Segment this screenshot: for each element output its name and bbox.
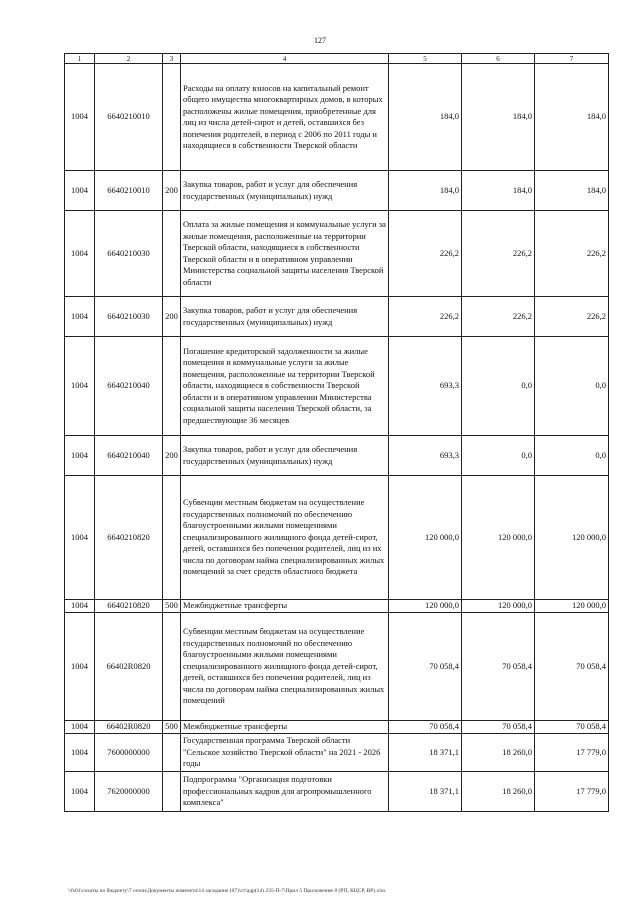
amount-col6-cell: 120 000,0	[462, 600, 535, 613]
column-number-header: 3	[163, 54, 181, 64]
column-number-header: 2	[95, 54, 163, 64]
table-row	[65, 772, 609, 812]
amount-col7-cell: 70 058,4	[535, 721, 609, 734]
amount-col6-cell: 120 000,0	[462, 476, 535, 600]
amount-col6-cell: 184,0	[462, 64, 535, 171]
amount-col5-cell: 693,3	[389, 436, 462, 476]
amount-col5-cell: 184,0	[389, 171, 462, 211]
amount-col6-cell: 226,2	[462, 211, 535, 297]
item-name-cell: Государственная программа Тверской области "Сельское хозяйство Тверской области" на 2021 - 2026 годы	[181, 734, 389, 772]
expense-type-cell	[163, 476, 181, 600]
amount-col6-cell: 18 260,0	[462, 734, 535, 772]
amount-col5-cell: 18 371,1	[389, 734, 462, 772]
table-row	[65, 476, 609, 600]
amount-col6-cell: 18 260,0	[462, 772, 535, 812]
column-number-header: 6	[462, 54, 535, 64]
column-number-header: 7	[535, 54, 609, 64]
item-name-cell: Подпрограмма "Организация подготовки профессиональных кадров для агропромышленного комплекса"	[181, 772, 389, 812]
item-name-cell: Межбюджетные трансферты	[181, 721, 389, 734]
item-name-cell: Закупка товаров, работ и услуг для обеспечения государственных (муниципальных) нужд	[181, 436, 389, 476]
table-row	[65, 600, 609, 613]
section-code-cell: 1004	[65, 613, 95, 721]
target-article-cell: 6640210040	[95, 337, 163, 436]
amount-col5-cell: 70 058,4	[389, 721, 462, 734]
table-row	[65, 64, 609, 171]
amount-col6-cell: 0,0	[462, 337, 535, 436]
section-code-cell: 1004	[65, 337, 95, 436]
amount-col6-cell: 0,0	[462, 436, 535, 476]
amount-col7-cell: 70 058,4	[535, 613, 609, 721]
expense-type-cell	[163, 337, 181, 436]
expense-type-cell: 200	[163, 171, 181, 211]
expense-type-cell: 200	[163, 297, 181, 337]
section-code-cell: 1004	[65, 436, 95, 476]
table-row	[65, 211, 609, 297]
target-article-cell: 6640210030	[95, 211, 163, 297]
amount-col6-cell: 184,0	[462, 171, 535, 211]
expense-type-cell: 200	[163, 436, 181, 476]
table-row	[65, 297, 609, 337]
item-name-cell: Субвенции местным бюджетам на осуществление государственных полномочий по обеспечению благоустроенными жилыми помещениями специализированного жилищного фонда детей-сирот, детей, оставшихся без попечения родителей, лиц из их числа по договорам найма специализированных жилых помещений за счет средств областного бюджета	[181, 476, 389, 600]
target-article-cell: 6640210820	[95, 476, 163, 600]
target-article-cell: 7620000000	[95, 772, 163, 812]
table-row	[65, 613, 609, 721]
amount-col7-cell: 226,2	[535, 297, 609, 337]
amount-col5-cell: 693,3	[389, 337, 462, 436]
section-code-cell: 1004	[65, 734, 95, 772]
column-number-header: 5	[389, 54, 462, 64]
expense-type-cell	[163, 64, 181, 171]
amount-col7-cell: 226,2	[535, 211, 609, 297]
column-number-header: 4	[181, 54, 389, 64]
amount-col7-cell: 120 000,0	[535, 600, 609, 613]
target-article-cell: 6640210820	[95, 600, 163, 613]
expense-type-cell: 500	[163, 600, 181, 613]
item-name-cell: Межбюджетные трансферты	[181, 600, 389, 613]
amount-col7-cell: 0,0	[535, 436, 609, 476]
target-article-cell: 6640210010	[95, 64, 163, 171]
expense-type-cell	[163, 211, 181, 297]
target-article-cell: 66402R0820	[95, 721, 163, 734]
amount-col5-cell: 184,0	[389, 64, 462, 171]
section-code-cell: 1004	[65, 721, 95, 734]
column-number-header: 1	[65, 54, 95, 64]
amount-col5-cell: 70 058,4	[389, 613, 462, 721]
amount-col5-cell: 226,2	[389, 211, 462, 297]
amount-col7-cell: 120 000,0	[535, 476, 609, 600]
item-name-cell: Расходы на оплату взносов на капитальный ремонт общего имущества многоквартирных домов, в которых расположены жилые помещения, приобретенные для лиц из числа детей-сирот и детей, оставшихся без попечения родителей, в период с 2006 по 2011 годы и находящиеся в собственности Тверской области	[181, 64, 389, 171]
item-name-cell: Оплата за жилые помещения и коммунальные услуги за жилые помещения, расположенные на территории Тверской области, находящиеся в собственности Тверской области и в оперативном управлении Министерства социальной защиты населения Тверской области	[181, 211, 389, 297]
table-row	[65, 721, 609, 734]
amount-col6-cell: 70 058,4	[462, 721, 535, 734]
expense-type-cell	[163, 734, 181, 772]
expense-type-cell: 500	[163, 721, 181, 734]
amount-col7-cell: 17 779,0	[535, 734, 609, 772]
table-row	[65, 436, 609, 476]
amount-col6-cell: 226,2	[462, 297, 535, 337]
section-code-cell: 1004	[65, 476, 95, 600]
target-article-cell: 6640210030	[95, 297, 163, 337]
table-row	[65, 734, 609, 772]
amount-col7-cell: 184,0	[535, 64, 609, 171]
amount-col7-cell: 0,0	[535, 337, 609, 436]
table-header-row	[65, 54, 609, 64]
target-article-cell: 7600000000	[95, 734, 163, 772]
file-path-footer: \\fs01\сохаты по бюджету\7 сезон\Документы помечета\14 заседание (07)\ст\адр(14) 235-П-7\Прил 5 Приложение 8 (РП, КЦСР, ВР).xlsx	[68, 888, 386, 894]
item-name-cell: Субвенции местным бюджетам на осуществление государственных полномочий по обеспечению благоустроенными жилыми помещениями специализированного жилищного фонда детей-сирот, детей, оставшихся без попечения родителей, лиц из числа по договорам найма специализированных жилых помещений	[181, 613, 389, 721]
target-article-cell: 6640210040	[95, 436, 163, 476]
item-name-cell: Закупка товаров, работ и услуг для обеспечения государственных (муниципальных) нужд	[181, 171, 389, 211]
amount-col7-cell: 184,0	[535, 171, 609, 211]
section-code-cell: 1004	[65, 772, 95, 812]
item-name-cell: Закупка товаров, работ и услуг для обеспечения государственных (муниципальных) нужд	[181, 297, 389, 337]
amount-col5-cell: 18 371,1	[389, 772, 462, 812]
amount-col7-cell: 17 779,0	[535, 772, 609, 812]
budget-table	[64, 53, 609, 812]
section-code-cell: 1004	[65, 600, 95, 613]
item-name-cell: Погашение кредиторской задолженности за жилые помещения и коммунальные услуги за жилые помещения, расположенные на территории Тверской области, находящиеся в собственности Тверской области и в оперативном управлении Министерства социальной защиты населения Тверской области, за предшествующие 36 месяцев	[181, 337, 389, 436]
amount-col5-cell: 120 000,0	[389, 476, 462, 600]
target-article-cell: 6640210010	[95, 171, 163, 211]
page-number: 127	[314, 36, 326, 45]
section-code-cell: 1004	[65, 171, 95, 211]
section-code-cell: 1004	[65, 64, 95, 171]
amount-col5-cell: 226,2	[389, 297, 462, 337]
amount-col6-cell: 70 058,4	[462, 613, 535, 721]
amount-col5-cell: 120 000,0	[389, 600, 462, 613]
table-row	[65, 171, 609, 211]
section-code-cell: 1004	[65, 211, 95, 297]
expense-type-cell	[163, 772, 181, 812]
table-row	[65, 337, 609, 436]
section-code-cell: 1004	[65, 297, 95, 337]
target-article-cell: 66402R0820	[95, 613, 163, 721]
expense-type-cell	[163, 613, 181, 721]
